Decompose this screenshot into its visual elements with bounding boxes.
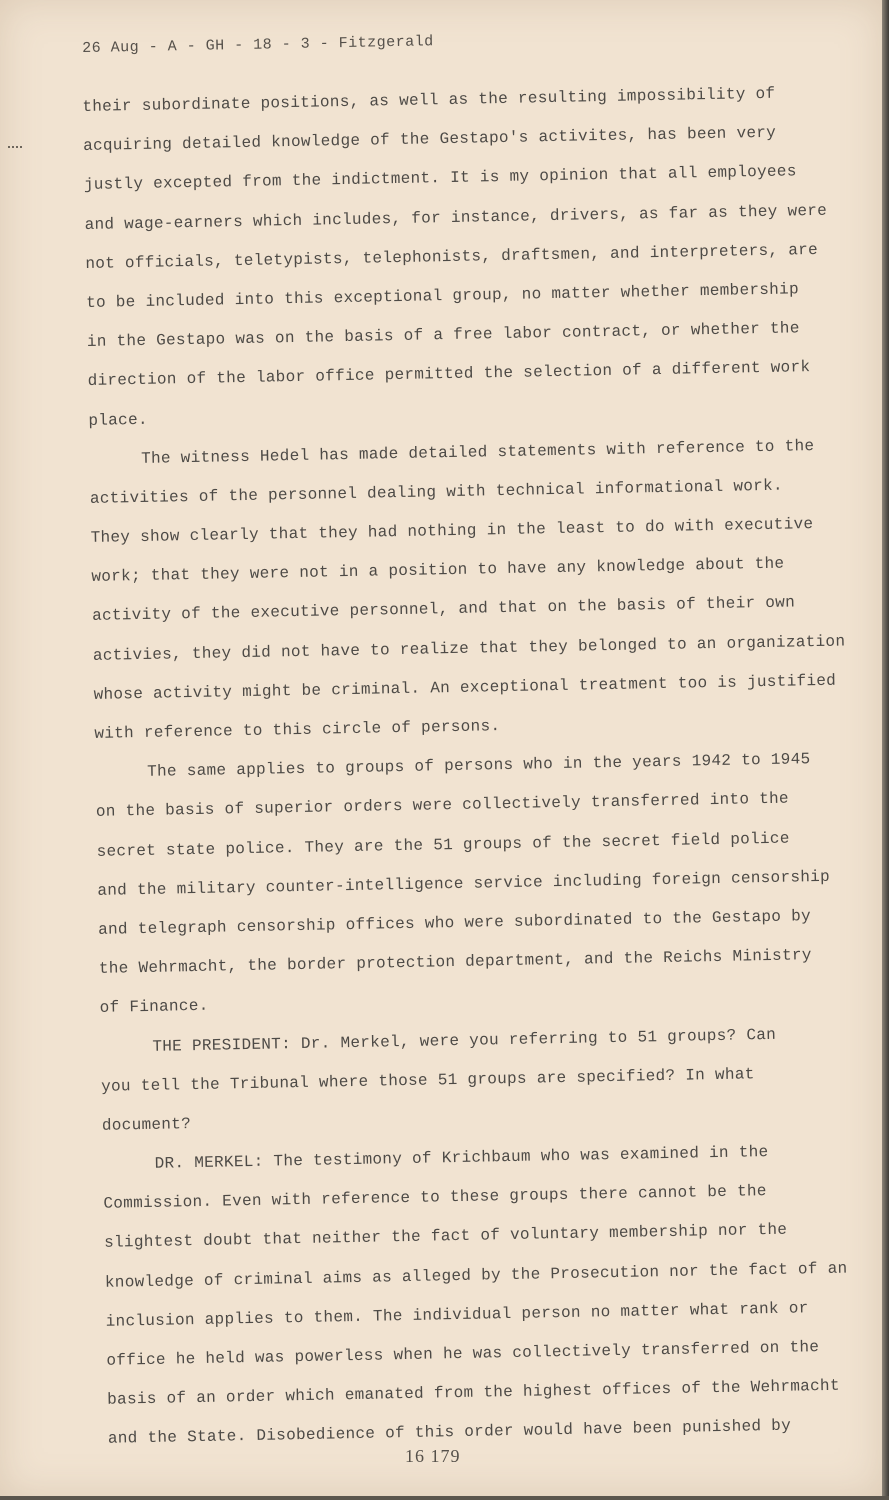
text-line: their subordinate positions, as well as the resulting impossibility of	[82, 84, 776, 116]
text-line: direction of the labor office permitted the selection of a different work	[87, 358, 811, 391]
text-line: document?	[101, 1114, 192, 1135]
text-line: acquiring detailed knowledge of the Gestapo's activites, has been very	[82, 123, 777, 156]
text-line: Commission. Even with reference to these groups there cannot be the	[103, 1182, 767, 1214]
text-line: DR. MERKEL: The testimony of Krichbaum who was examined in the	[154, 1143, 769, 1173]
text-line: to be included into this exceptional group, no matter whether membership	[85, 280, 800, 312]
text-line: whose activity might be criminal. An exceptional treatment too is justified	[93, 671, 837, 704]
text-line: office he held was powerless when he was collectively transferred on the	[106, 1338, 820, 1370]
text-line: justly excepted from the indictment. It is my opinion that all employees	[83, 162, 797, 195]
text-line: activity of the executive personnel, and that on the basis of their own	[91, 593, 796, 626]
text-line: not officials, teletypists, telephonists, draftsmen, and interpreters, are	[85, 240, 819, 273]
text-line: activies, they did not have to realize that they belonged to an organization	[92, 632, 846, 665]
text-line: The witness Hedel has made detailed statements with reference to the	[140, 436, 815, 468]
text-line: in the Gestapo was on the basis of a free labor contract, or whether the	[86, 319, 800, 352]
page-bottom-edge	[0, 1496, 889, 1500]
text-line: activities of the personnel dealing with technical informational work.	[89, 476, 784, 508]
text-line: basis of an order which emanated from the highest offices of the Wehrmacht	[107, 1376, 840, 1409]
text-line: slightest doubt that neither the fact of voluntary membership nor the	[104, 1221, 788, 1253]
text-line: and telegraph censorship offices who were subordinated to the Gestapo by	[97, 907, 812, 939]
text-line: secret state police. They are the 51 groups of the secret field police	[96, 829, 790, 861]
text-line: with reference to this circle of persons.	[94, 717, 501, 743]
text-line: The same applies to groups of persons who in the years 1942 to 1945	[146, 750, 811, 782]
text-line: of Finance.	[99, 997, 209, 1018]
page-header: 26 Aug - A - GH - 18 - 3 - Fitzgerald	[82, 33, 434, 57]
text-line: THE PRESIDENT: Dr. Merkel, were you referring to 51 groups? Can	[152, 1025, 777, 1056]
margin-mark	[8, 146, 22, 151]
text-line: knowledge of criminal aims as alleged by the Prosecution nor the fact of an	[104, 1259, 848, 1292]
text-line: you tell the Tribunal where those 51 groups are specified? In what	[100, 1064, 755, 1096]
text-line: and the State. Disobedience of this order would have been punished by	[107, 1417, 792, 1449]
text-line: and wage-earners which includes, for instance, drivers, as far as they were	[84, 201, 828, 234]
text-line: on the basis of superior orders were collectively transferred into the	[95, 789, 790, 822]
text-line: place.	[88, 410, 148, 430]
text-line: work; that they were not in a position to have any knowledge about the	[91, 554, 785, 587]
body-text	[82, 73, 868, 1459]
text-line: inclusion applies to them. The individual person no matter what rank or	[105, 1299, 809, 1331]
text-line: They show clearly that they had nothing in the least to do with executive	[90, 515, 814, 547]
page-number: 16 179	[405, 1446, 461, 1466]
text-line: and the military counter-intelligence service including foreign censorship	[97, 867, 831, 900]
page-edge-shadow	[882, 0, 889, 1500]
text-line: the Wehrmacht, the border protection department, and the Reichs Ministry	[98, 946, 812, 978]
